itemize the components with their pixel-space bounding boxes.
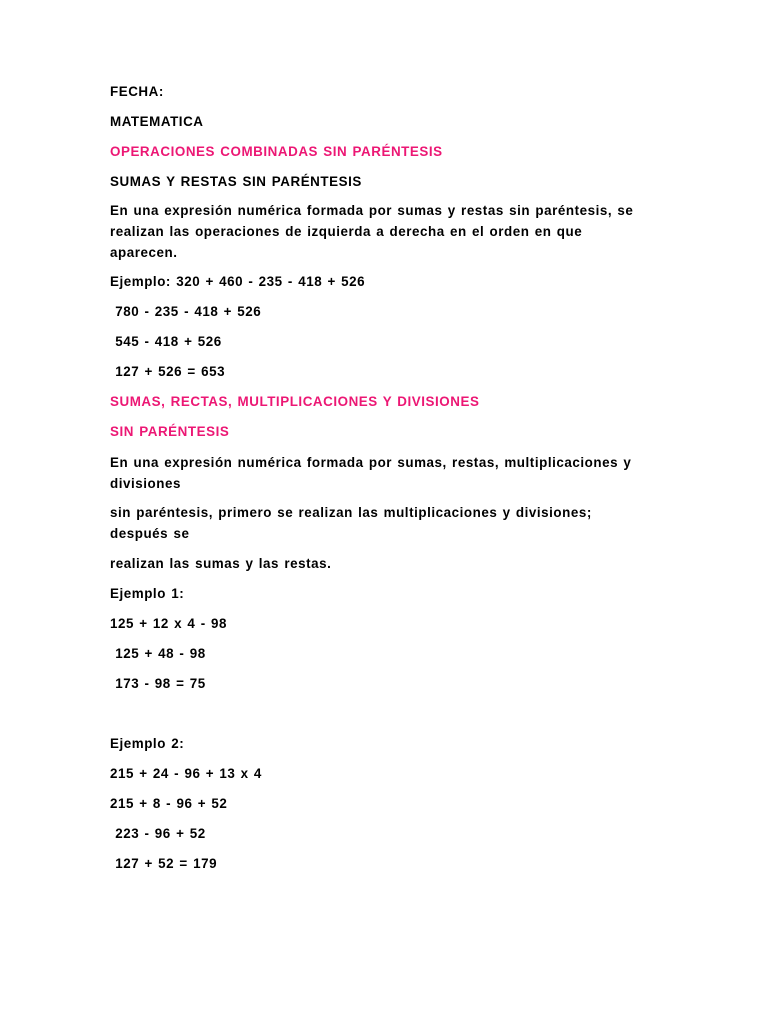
example-2-result: 127 + 52 = 179 [110, 856, 218, 871]
example-2-step: 215 + 8 - 96 + 52 [110, 796, 228, 811]
subheading-sumas-restas: SUMAS Y RESTAS SIN PARÉNTESIS [110, 174, 362, 189]
example-2-step: 223 - 96 + 52 [110, 826, 206, 841]
example-1-step: 125 + 48 - 98 [110, 646, 206, 661]
paragraph-sumas-restas-rule: En una expresión numérica formada por sumas y restas sin paréntesis, se realizan las operaciones de izquierda a derecha en el orden en que aparecen. [110, 203, 634, 260]
subject-title: MATEMATICA [110, 114, 204, 129]
section-heading-operaciones-combinadas: OPERACIONES COMBINADAS SIN PARÉNTESIS [110, 144, 443, 159]
example-step: 545 - 418 + 526 [110, 334, 222, 349]
section-heading-sumas-multiplicaciones: SUMAS, RECTAS, MULTIPLICACIONES Y DIVISIONES [110, 394, 480, 409]
example-1-label: Ejemplo 1: [110, 586, 185, 601]
example-result: 127 + 526 = 653 [110, 364, 226, 379]
paragraph-mixed-operations-rule-end: realizan las sumas y las restas. [110, 556, 332, 571]
example-line: Ejemplo: 320 + 460 - 235 - 418 + 526 [110, 274, 366, 289]
example-step: 780 - 235 - 418 + 526 [110, 304, 262, 319]
example-1-step: 125 + 12 x 4 - 98 [110, 616, 227, 631]
date-label: FECHA: [110, 84, 164, 99]
example-1-result: 173 - 98 = 75 [110, 676, 206, 691]
example-2-step: 215 + 24 - 96 + 13 x 4 [110, 766, 262, 781]
section-heading-sin-parentesis: SIN PARÉNTESIS [110, 424, 230, 439]
example-2-label: Ejemplo 2: [110, 736, 185, 751]
paragraph-mixed-operations-rule: En una expresión numérica formada por sumas, restas, multiplicaciones y divisiones [110, 455, 632, 491]
paragraph-mixed-operations-rule-cont: sin paréntesis, primero se realizan las multiplicaciones y divisiones; después se [110, 505, 592, 541]
